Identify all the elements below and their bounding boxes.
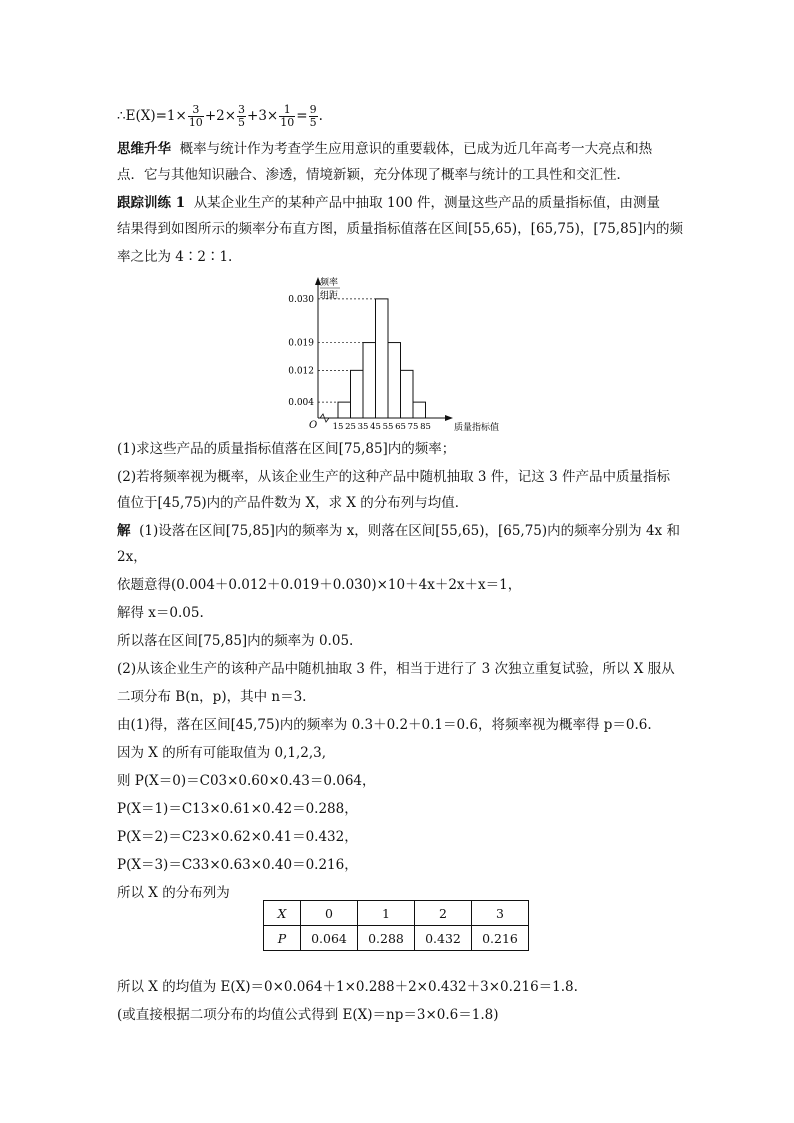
solution-line: P(X＝1)＝C13×0.61×0.42＝0.288，: [117, 801, 358, 817]
y-label-bottom: 组距: [320, 291, 339, 301]
histogram-bar: [376, 299, 389, 418]
x-tick-label: 55: [382, 422, 394, 432]
solution-line: 依题意得(0.004＋0.012＋0.019＋0.030)×10＋4x＋2x＋x＝1，: [117, 577, 522, 593]
histogram-bar: [401, 370, 414, 418]
table-cell: 0.064: [301, 926, 358, 951]
solution-line: 所以 X 的分布列为: [117, 885, 230, 901]
expectation-equation: [117, 98, 323, 134]
table-cell: 0.216: [472, 926, 529, 951]
x-tick-label: 15: [332, 422, 344, 432]
exercise-line: 从某企业生产的某种产品中抽取 100 件，测量这些产品的质量指标值，由测量: [193, 195, 661, 211]
thinking-paragraph: [117, 140, 652, 158]
y-tick-label: 0.019: [288, 338, 314, 349]
table-header-x: X: [264, 901, 301, 926]
fraction: $\frac{9}{5}$: [309, 102, 317, 129]
x-tick-label: 75: [407, 422, 419, 432]
histogram-x-ticks: [333, 422, 431, 432]
solution-line: P(X＝2)＝C23×0.62×0.41＝0.432，: [117, 829, 358, 845]
question-1: (1)求这些产品的质量指标值落在区间[75,85]内的频率；: [117, 441, 456, 457]
table-header-p: P: [264, 926, 301, 951]
solution-line: 因为 X 的所有可能取值为 0,1,2,3,: [117, 745, 327, 761]
equation-text: =: [296, 108, 308, 124]
exercise-line: 结果得到如图所示的频率分布直方图，质量指标值落在区间[55,65)，[65,75)，[75,85]内的频: [117, 221, 684, 237]
exercise-line: 率之比为 4∶2∶1.: [117, 249, 233, 265]
solution-text: (1)设落在区间[75,85]内的频率为 x，则落在区间[55,65)，[65,75)内的频率分别为 4x 和: [139, 523, 680, 539]
fraction: $\frac{1}{10}$: [280, 102, 295, 129]
solution-line: 二项分布 B(n，p)，其中 n＝3.: [117, 689, 307, 705]
x-tick-label: 45: [370, 422, 381, 432]
table-row: [264, 926, 529, 951]
histogram-bar: [351, 370, 364, 418]
fraction: $\frac{3}{10}$: [188, 102, 203, 129]
fraction: $\frac{3}{5}$: [238, 102, 246, 129]
origin-label: O: [309, 420, 318, 431]
y-tick-label: 0.012: [288, 366, 314, 377]
question-2: 值位于[45,75)内的产品件数为 X，求 X 的分布列与均值．: [117, 495, 469, 511]
table-cell: 0.288: [358, 926, 415, 951]
solution-line: 由(1)得，落在区间[45,75)内的频率为 0.3＋0.2＋0.1＝0.6，将频率视为概率得 p＝0.6.: [117, 717, 652, 733]
exercise-label: 跟踪训练 1: [117, 195, 186, 211]
table-cell: 3: [472, 901, 529, 926]
conclusion-line: (或直接根据二项分布的均值公式得到 E(X)＝np＝3×0.6＝1.8): [117, 1007, 499, 1023]
thinking-line: 概率与统计作为考查学生应用意识的重要载体，已成为近几年高考一大亮点和热: [179, 141, 653, 157]
conclusion-line: 所以 X 的均值为 E(X)＝0×0.064＋1×0.288＋2×0.432＋3×0.216＝1.8.: [117, 979, 578, 995]
table-cell: 0.432: [415, 926, 472, 951]
table-cell: 2: [415, 901, 472, 926]
histogram-bar: [413, 402, 426, 418]
frequency-histogram: [282, 273, 517, 433]
solution-line: P(X＝3)＝C33×0.63×0.40＝0.216，: [117, 857, 358, 873]
solution-line: 所以落在区间[75,85]内的频率为 0.05.: [117, 633, 354, 649]
equation-text: +2×: [204, 108, 237, 124]
solution-line: 2x，: [117, 549, 147, 565]
solution-line: 则 P(X＝0)＝C03×0.60×0.43＝0.064，: [117, 773, 376, 789]
thinking-label: 思维升华: [117, 141, 171, 157]
x-tick-label: 65: [395, 422, 406, 432]
distribution-table: [263, 900, 529, 951]
solution-line: 解得 x＝0.05.: [117, 605, 204, 621]
table-row: [264, 901, 529, 926]
solution-line: [117, 522, 680, 540]
question-2: (2)若将频率视为概率，从该企业生产的这种产品中随机抽取 3 件，记这 3 件产品中质量指标: [117, 469, 670, 485]
x-axis-arrow: [445, 415, 453, 421]
equation-text: .: [318, 108, 323, 124]
y-tick-label: 0.004: [288, 398, 314, 409]
x-tick-label: 35: [357, 422, 369, 432]
y-label-top: 频率: [320, 278, 339, 288]
y-tick-label: 0.030: [288, 294, 314, 305]
exercise-paragraph: [117, 194, 660, 212]
solution-label: 解: [117, 523, 131, 539]
histogram-y-ticks: [288, 295, 375, 408]
solution-line: (2)从该企业生产的该种产品中随机抽取 3 件，相当于进行了 3 次独立重复试验，所以 X 服从: [117, 661, 675, 677]
equation-text: ∴E(X)=1×: [117, 108, 187, 124]
table-cell: 1: [358, 901, 415, 926]
x-axis-label: 质量指标值: [454, 423, 500, 433]
histogram-bars: [338, 299, 426, 418]
histogram-bar: [338, 402, 351, 418]
equation-text: +3×: [247, 108, 279, 124]
histogram-bar: [388, 343, 401, 418]
thinking-line: 点．它与其他知识融合、渗透，情境新颖，充分体现了概率与统计的工具性和交汇性．: [117, 167, 630, 183]
histogram-bar: [363, 343, 376, 418]
x-tick-label: 85: [420, 422, 431, 432]
table-cell: 0: [301, 901, 358, 926]
x-tick-label: 25: [345, 422, 356, 432]
